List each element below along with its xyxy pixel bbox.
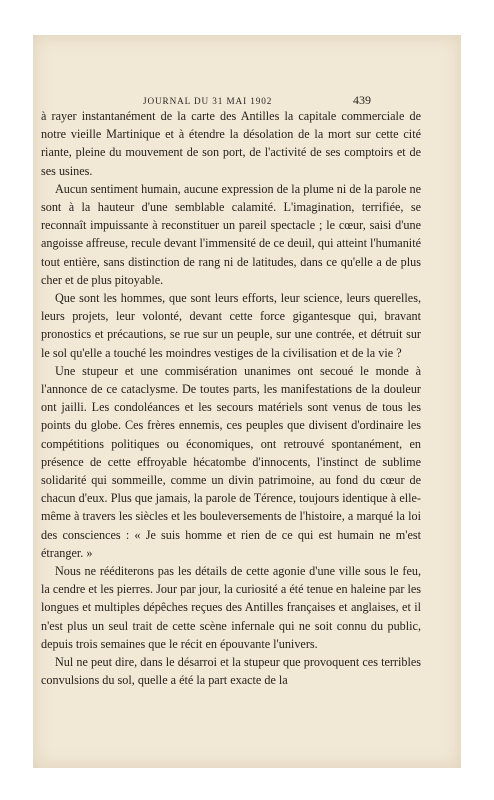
paragraph-1: à rayer instantanément de la carte des Antilles la capitale commerciale de notre vieille Martinique et à étendre la désolation de la mort sur cette cité riante, pleine du mouvement de son port, de l'activité de ses comptoirs et de ses usines. xyxy=(41,109,421,178)
paragraph-4: Une stupeur et une commisération unanimes ont secoué le monde à l'annonce de ce cataclysme. De toutes parts, les manifestations de la douleur ont jailli. Les condoléances et les secours matériels sont venus de tous les points du globe. Ces frères ennemis, ces peuples que divisent d'ordinaire les compétitions politiques ou économiques, ont retrouvé spontanément, en présence de cette effroyable hécatombe d'innocents, l'instinct de sublime solidarité qui sommeille, comme un divin patrimoine, au fond du cœur de chacun d'eux. Plus que jamais, la parole de Térence, toujours identique à elle-même à travers les siècles et les bouleversements de l'histoire, a marqué la loi des consciences : « Je suis homme et rien de ce qui est humain ne m'est étranger. » xyxy=(41,363,421,560)
paragraph-3: Que sont les hommes, que sont leurs efforts, leur science, leurs querelles, leurs projets, leur volonté, devant cette force gigantesque qui, bravant pronostics et précautions, se rue sur un peuple, sur une contrée, et détruit sur le sol qu'elle a touché les moindres vestiges de la civilisation et de la vie ? xyxy=(41,291,421,360)
paragraph-5: Nous ne rééditerons pas les détails de cette agonie d'une ville sous le feu, la cendre et les pierres. Jour par jour, la curiosité a été tenue en haleine par les longues et multiples dépêches reçues des Antilles françaises et anglaises, et il n'est plus un seul trait de cette scène infernale qui ne soit connu du public, depuis trois semaines que le récit en épouvante l'univers. xyxy=(41,564,421,651)
paragraph-2: Aucun sentiment humain, aucune expression de la plume ni de la parole ne sont à la hauteur d'une semblable calamité. L'imagination, terrifiée, se reconnaît impuissante à reconstituer un pareil spectacle ; le cœur, saisi d'une angoisse affreuse, recule devant l'immensité de ce deuil, qui atteint l'humanité tout entière, sans distinction de rang ni de latitudes, dans ce qu'elle a de plus cher et de plus pitoyable. xyxy=(41,181,421,287)
running-title: JOURNAL DU 31 MAI 1902 xyxy=(143,96,273,106)
page-text xyxy=(41,107,421,690)
page-number: 439 xyxy=(353,93,371,107)
paragraph-6: Nul ne peut dire, dans le désarroi et la stupeur que provoquent ces terribles convulsions du sol, quelle a été la part exacte de la xyxy=(41,655,421,688)
book-page xyxy=(33,35,461,768)
running-header xyxy=(33,35,461,75)
